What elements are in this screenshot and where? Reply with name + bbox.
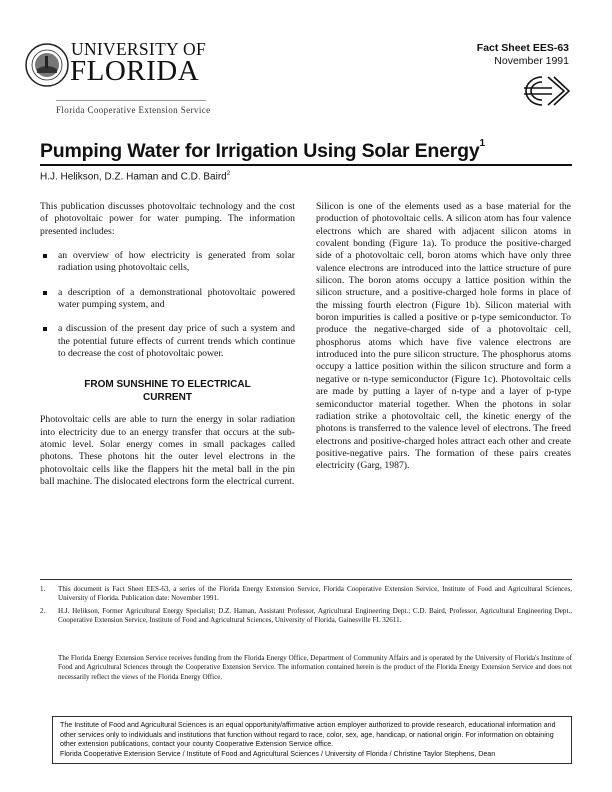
footnote-number: 2. <box>40 607 46 615</box>
fact-sheet-number: Fact Sheet EES-63 <box>476 42 569 54</box>
left-column <box>40 201 295 501</box>
body-paragraph: Photovoltaic cells are able to turn the energy in solar radiation into electricity due to an energy transfer that occurs at the sub-atomic level. Solar energy comes in small packages called photons. These photons hit the outer level electrons in the photovoltaic cells like the flappers hit the metal ball in the pin ball machine. The dislocated electrons form the electrical current. <box>40 414 295 488</box>
bullet-icon <box>43 291 47 295</box>
energy-extension-logo-icon <box>512 73 570 109</box>
dean-credit: Florida Cooperative Extension Service / Institute of Food and Agricultural Sciences / University of Florida / Christine Taylor Stephens, Dean <box>60 749 496 758</box>
funding-note-text: The Florida Energy Extension Service receives funding from the Florida Energy Office, Department of Community Affairs and is operated by the University of Florida's Institute of Food and Agricultural Sciences through the Cooperative Extension Service. The information contained herein is the product of the Florida Energy Extension Service and does not necessarily reflect the views of the Florida Energy Office. <box>58 654 572 681</box>
document-title <box>40 140 485 163</box>
logo-divider <box>56 100 206 101</box>
list-item <box>40 323 295 360</box>
title-text: Pumping Water for Irrigation Using Solar Energy <box>40 140 480 162</box>
title-footnote-ref[interactable]: 1 <box>479 138 485 149</box>
fact-sheet-info <box>477 42 569 68</box>
footnote-text: This document is Fact Sheet EES-63, a series of the Florida Energy Extension Service, Florida Cooperative Extension Service, Institute of Food and Agricultural Sciences, University of Florida. Publication date: November 1991. <box>58 585 572 603</box>
footnote-rule <box>40 579 572 580</box>
footnote-text: H.J. Helikson, Former Agricultural Energy Specialist; D.Z. Haman, Assistant Professor, Agricultural Engineering Dept.; C.D. Baird, Professor, Agricultural Engineering Dept., Cooperative Extension Service, Institute of Food and Agricultural Sciences, University of Florida, Gainesville FL 32611. <box>58 607 572 625</box>
list-item <box>40 250 295 275</box>
body-paragraph: Silicon is one of the elements used as a base material for the production of photovoltaic cells. A silicon atom has four valence electrons which are shared with adjacent silicon atoms in covalent bonding (Figure 1a). To produce the positive-charged side of a photovoltaic cell, boron atoms which have only three valence electrons are introduced into the lattice structure of pure silicon. The boron atoms occupy a lattice position within the silicon structure, and a positive-charged hole forms in place of the missing fourth electron (Figure 1b). Silicon material with boron impurities is called a positive or p-type semiconductor. To produce the negative-charged side of a photovoltaic cell, phosphorus atoms which have five valence electrons are introduced into the pure silicon structure. The phosphorus atoms occupy a lattice position within the silicon structure and form a negative or n-type semiconductor (Figure 1c). Photovoltaic cells are made by putting a layer of n-type and a layer of p-type semiconductor material together. When the photons in solar radiation strike a photovoltaic cell, the kinetic energy of the photons is transferred to the valence level of electrons. The freed electrons and positive-charged holes attract each other and create positive-negative pairs. The formation of these pairs creates electricity (Garg, 1987). <box>316 201 571 472</box>
authors <box>40 171 230 182</box>
footnote-1 <box>40 585 572 604</box>
university-seal-icon <box>25 43 69 87</box>
title-rule <box>40 164 572 166</box>
footnote-2 <box>40 607 572 626</box>
university-name-line2: FLORIDA <box>70 55 200 87</box>
list-item-text: a description of a demonstrational photovoltaic powered water pumping system, and <box>58 286 295 311</box>
university-name-line1: UNIVERSITY OF <box>71 39 206 59</box>
footnote-number: 1. <box>40 585 46 593</box>
topics-list <box>40 250 295 360</box>
section-heading: FROM SUNSHINE TO ELECTRICAL CURRENT <box>84 379 251 403</box>
intro-paragraph: This publication discusses photovoltaic technology and the cost of photovoltaic power for water pumping. The information presented includes: <box>40 201 295 237</box>
eeo-statement: The Institute of Food and Agricultural Sciences is an equal opportunity/affirmative action employer authorized to provide research, educational information and other services only to individuals and institutions that function without regard to race, color, sex, age, handicap, or national origin. For information on obtaining other extension publications, contact your county Cooperative Extension Service office. <box>60 721 556 749</box>
list-item-text: a discussion of the present day price of such a system and the potential future effects of current trends which continue to decrease the cost of photovoltaic power. <box>58 323 295 360</box>
authors-text: H.J. Helikson, D.Z. Haman and C.D. Baird <box>40 171 227 183</box>
authors-footnote-ref[interactable]: 2 <box>226 171 231 177</box>
publication-date: November 1991 <box>494 55 569 67</box>
list-item-text: an overview of how electricity is generated from solar radiation using photovoltaic cells, <box>58 250 295 274</box>
right-column <box>316 201 571 485</box>
equal-opportunity-box <box>52 716 572 764</box>
funding-note <box>40 654 572 682</box>
bullet-icon <box>43 327 47 331</box>
list-item <box>40 287 295 312</box>
extension-service-label: Florida Cooperative Extension Service <box>56 105 211 115</box>
bullet-icon <box>43 254 47 258</box>
